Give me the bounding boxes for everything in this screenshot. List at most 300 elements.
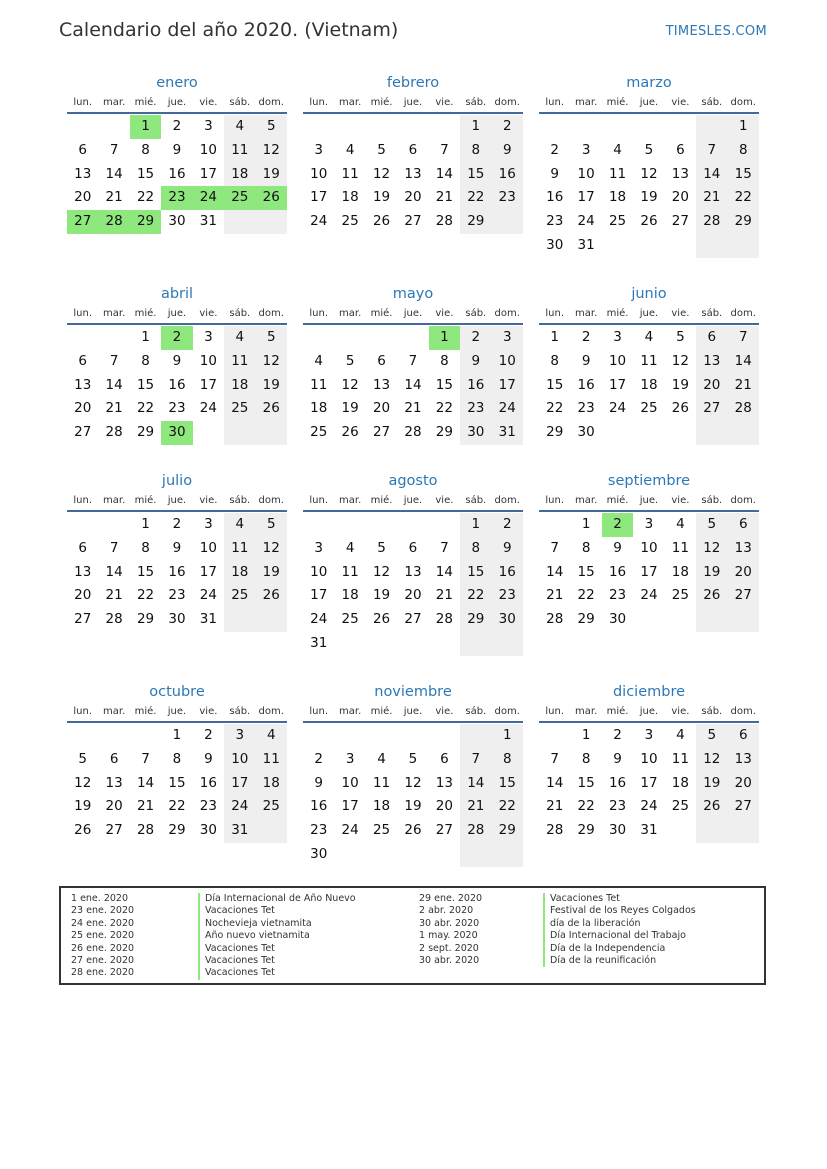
day-cell[interactable]: 14 [696, 163, 727, 187]
day-cell[interactable]: 13 [74, 563, 92, 580]
day-cell[interactable]: 29 [546, 424, 564, 441]
day-cell[interactable]: 30 [492, 608, 523, 632]
day-cell[interactable]: 17 [640, 774, 658, 791]
day-cell[interactable]: 13 [105, 774, 123, 791]
day-cell[interactable]: 29 [460, 210, 491, 234]
day-cell[interactable]: 28 [105, 424, 123, 441]
day-cell[interactable]: 30 [546, 236, 564, 253]
day-cell[interactable]: 11 [224, 139, 255, 163]
day-cell[interactable]: 7 [440, 539, 449, 556]
day-cell[interactable]: 22 [168, 798, 186, 815]
day-cell[interactable]: 14 [460, 772, 491, 796]
day-cell[interactable]: 14 [435, 165, 453, 182]
day-cell[interactable]: 25 [341, 213, 359, 230]
day-cell[interactable]: 11 [372, 774, 391, 791]
day-cell[interactable]: 27 [435, 822, 453, 839]
day-cell[interactable]: 28 [696, 210, 727, 234]
day-cell[interactable]: 26 [256, 584, 287, 608]
day-cell[interactable]: 30 [460, 421, 491, 445]
day-cell[interactable]: 19 [372, 189, 391, 206]
day-cell[interactable]: 6 [408, 539, 418, 556]
day-cell[interactable]: 25 [341, 611, 359, 628]
day-cell[interactable]: 22 [136, 189, 155, 206]
day-cell[interactable]: 1 [141, 329, 150, 345]
day-cell[interactable]: 29 [168, 822, 186, 839]
day-cell[interactable]: 10 [577, 165, 595, 182]
day-cell[interactable]: 16 [168, 165, 186, 182]
day-cell[interactable]: 21 [105, 189, 123, 206]
day-cell[interactable]: 2 [581, 329, 591, 345]
day-cell[interactable]: 8 [172, 750, 182, 767]
holiday-day[interactable]: 29 [130, 210, 161, 234]
day-cell[interactable]: 28 [546, 822, 564, 839]
day-cell[interactable]: 1 [460, 115, 491, 139]
day-cell[interactable]: 10 [199, 539, 217, 556]
holiday-day[interactable]: 25 [224, 186, 255, 210]
day-cell[interactable]: 23 [492, 584, 523, 608]
day-cell[interactable]: 29 [435, 424, 453, 441]
day-cell[interactable]: 8 [141, 352, 150, 369]
day-cell[interactable]: 27 [671, 213, 689, 230]
day-cell[interactable]: 27 [696, 397, 727, 421]
day-cell[interactable]: 19 [74, 798, 92, 815]
day-cell[interactable]: 23 [168, 587, 186, 604]
day-cell[interactable]: 4 [314, 352, 323, 369]
day-cell[interactable]: 9 [492, 537, 523, 561]
day-cell[interactable]: 29 [492, 819, 523, 843]
day-cell[interactable]: 19 [696, 772, 727, 796]
day-cell[interactable]: 18 [310, 400, 328, 417]
day-cell[interactable]: 10 [640, 750, 658, 767]
day-cell[interactable]: 7 [408, 352, 418, 369]
holiday-day[interactable]: 30 [161, 421, 192, 445]
day-cell[interactable]: 9 [314, 774, 323, 791]
day-cell[interactable]: 24 [310, 611, 328, 628]
day-cell[interactable]: 23 [608, 587, 627, 604]
day-cell[interactable]: 16 [492, 561, 523, 585]
day-cell[interactable]: 22 [460, 584, 491, 608]
day-cell[interactable]: 5 [377, 141, 386, 158]
day-cell[interactable]: 7 [440, 141, 449, 158]
day-cell[interactable]: 28 [546, 611, 564, 628]
day-cell[interactable]: 9 [613, 539, 622, 556]
day-cell[interactable]: 1 [172, 727, 182, 743]
day-cell[interactable]: 3 [204, 329, 213, 345]
day-cell[interactable]: 19 [404, 798, 422, 815]
day-cell[interactable]: 11 [224, 350, 255, 374]
day-cell[interactable]: 23 [546, 213, 564, 230]
day-cell[interactable]: 27 [404, 611, 422, 628]
day-cell[interactable]: 26 [696, 795, 727, 819]
day-cell[interactable]: 23 [199, 798, 217, 815]
day-cell[interactable]: 19 [671, 376, 689, 393]
day-cell[interactable]: 8 [460, 139, 491, 163]
day-cell[interactable]: 31 [492, 421, 523, 445]
day-cell[interactable]: 26 [696, 584, 727, 608]
day-cell[interactable]: 25 [256, 795, 287, 819]
day-cell[interactable]: 13 [74, 376, 92, 393]
day-cell[interactable]: 31 [199, 611, 217, 628]
day-cell[interactable]: 18 [372, 798, 391, 815]
day-cell[interactable]: 15 [168, 774, 186, 791]
day-cell[interactable]: 16 [199, 774, 217, 791]
day-cell[interactable]: 22 [435, 400, 453, 417]
day-cell[interactable]: 6 [78, 539, 87, 556]
day-cell[interactable]: 18 [640, 376, 658, 393]
day-cell[interactable]: 21 [728, 374, 759, 398]
day-cell[interactable]: 18 [224, 561, 255, 585]
day-cell[interactable]: 5 [78, 750, 87, 767]
day-cell[interactable]: 20 [372, 400, 391, 417]
day-cell[interactable]: 29 [460, 608, 491, 632]
day-cell[interactable]: 25 [640, 400, 658, 417]
day-cell[interactable]: 1 [141, 516, 150, 532]
day-cell[interactable]: 27 [404, 213, 422, 230]
day-cell[interactable]: 10 [492, 350, 523, 374]
day-cell[interactable]: 11 [256, 748, 287, 772]
day-cell[interactable]: 12 [256, 537, 287, 561]
day-cell[interactable]: 14 [728, 350, 759, 374]
day-cell[interactable]: 12 [696, 537, 727, 561]
day-cell[interactable]: 20 [74, 587, 92, 604]
day-cell[interactable]: 31 [640, 822, 658, 839]
day-cell[interactable]: 31 [224, 819, 255, 843]
day-cell[interactable]: 1 [581, 516, 591, 532]
day-cell[interactable]: 13 [696, 350, 727, 374]
day-cell[interactable]: 20 [404, 587, 422, 604]
day-cell[interactable]: 12 [640, 165, 658, 182]
day-cell[interactable]: 4 [613, 141, 622, 158]
day-cell[interactable]: 29 [728, 210, 759, 234]
day-cell[interactable]: 15 [460, 561, 491, 585]
day-cell[interactable]: 29 [577, 822, 595, 839]
day-cell[interactable]: 12 [256, 350, 287, 374]
day-cell[interactable]: 20 [435, 798, 453, 815]
day-cell[interactable]: 14 [105, 376, 123, 393]
day-cell[interactable]: 22 [577, 798, 595, 815]
day-cell[interactable]: 20 [696, 374, 727, 398]
day-cell[interactable]: 14 [435, 563, 453, 580]
day-cell[interactable]: 25 [372, 822, 391, 839]
day-cell[interactable]: 11 [608, 165, 627, 182]
day-cell[interactable]: 21 [460, 795, 491, 819]
day-cell[interactable]: 22 [492, 795, 523, 819]
day-cell[interactable]: 6 [78, 141, 87, 158]
day-cell[interactable]: 12 [671, 352, 689, 369]
day-cell[interactable]: 30 [577, 424, 595, 441]
day-cell[interactable]: 23 [608, 798, 627, 815]
day-cell[interactable]: 13 [404, 165, 422, 182]
day-cell[interactable]: 13 [74, 165, 92, 182]
day-cell[interactable]: 29 [577, 611, 595, 628]
day-cell[interactable]: 26 [671, 400, 689, 417]
day-cell[interactable]: 18 [224, 374, 255, 398]
day-cell[interactable]: 10 [608, 352, 627, 369]
day-cell[interactable]: 1 [728, 115, 759, 139]
day-cell[interactable]: 22 [546, 400, 564, 417]
day-cell[interactable]: 19 [341, 400, 359, 417]
day-cell[interactable]: 21 [435, 587, 453, 604]
day-cell[interactable]: 6 [109, 750, 119, 767]
day-cell[interactable]: 14 [546, 774, 564, 791]
day-cell[interactable]: 8 [460, 537, 491, 561]
day-cell[interactable]: 24 [492, 397, 523, 421]
day-cell[interactable]: 5 [256, 326, 287, 350]
day-cell[interactable]: 5 [644, 141, 654, 158]
day-cell[interactable]: 20 [74, 400, 92, 417]
day-cell[interactable]: 26 [256, 397, 287, 421]
day-cell[interactable]: 12 [404, 774, 422, 791]
day-cell[interactable]: 15 [492, 772, 523, 796]
day-cell[interactable]: 6 [696, 326, 727, 350]
day-cell[interactable]: 10 [310, 563, 328, 580]
day-cell[interactable]: 2 [172, 516, 182, 532]
day-cell[interactable]: 13 [728, 748, 759, 772]
day-cell[interactable]: 17 [199, 376, 217, 393]
day-cell[interactable]: 1 [492, 724, 523, 748]
day-cell[interactable]: 2 [314, 750, 323, 767]
day-cell[interactable]: 1 [550, 329, 559, 345]
day-cell[interactable]: 27 [728, 584, 759, 608]
day-cell[interactable]: 5 [256, 513, 287, 537]
day-cell[interactable]: 5 [377, 539, 386, 556]
day-cell[interactable]: 8 [581, 539, 591, 556]
holiday-day[interactable]: 1 [429, 326, 460, 350]
day-cell[interactable]: 30 [608, 611, 627, 628]
day-cell[interactable]: 14 [546, 563, 564, 580]
day-cell[interactable]: 3 [644, 727, 654, 743]
day-cell[interactable]: 30 [168, 611, 186, 628]
day-cell[interactable]: 24 [341, 822, 359, 839]
day-cell[interactable]: 16 [460, 374, 491, 398]
day-cell[interactable]: 22 [728, 186, 759, 210]
day-cell[interactable]: 18 [341, 587, 359, 604]
day-cell[interactable]: 23 [492, 186, 523, 210]
day-cell[interactable]: 4 [224, 115, 255, 139]
day-cell[interactable]: 7 [550, 750, 559, 767]
day-cell[interactable]: 8 [492, 748, 523, 772]
day-cell[interactable]: 15 [435, 376, 453, 393]
day-cell[interactable]: 20 [105, 798, 123, 815]
day-cell[interactable]: 15 [546, 376, 564, 393]
day-cell[interactable]: 16 [546, 189, 564, 206]
day-cell[interactable]: 19 [256, 163, 287, 187]
day-cell[interactable]: 20 [404, 189, 422, 206]
day-cell[interactable]: 16 [310, 798, 328, 815]
day-cell[interactable]: 8 [550, 352, 559, 369]
day-cell[interactable]: 28 [728, 397, 759, 421]
day-cell[interactable]: 17 [577, 189, 595, 206]
day-cell[interactable]: 30 [608, 822, 627, 839]
day-cell[interactable]: 15 [136, 563, 155, 580]
day-cell[interactable]: 13 [435, 774, 453, 791]
day-cell[interactable]: 8 [581, 750, 591, 767]
day-cell[interactable]: 18 [608, 189, 627, 206]
day-cell[interactable]: 7 [728, 326, 759, 350]
day-cell[interactable]: 30 [168, 213, 186, 230]
day-cell[interactable]: 15 [577, 563, 595, 580]
day-cell[interactable]: 27 [105, 822, 123, 839]
day-cell[interactable]: 6 [408, 141, 418, 158]
day-cell[interactable]: 31 [310, 634, 328, 651]
day-cell[interactable]: 24 [640, 798, 658, 815]
day-cell[interactable]: 23 [577, 400, 595, 417]
holiday-day[interactable]: 24 [193, 186, 224, 210]
day-cell[interactable]: 24 [224, 795, 255, 819]
day-cell[interactable]: 5 [696, 513, 727, 537]
day-cell[interactable]: 18 [341, 189, 359, 206]
day-cell[interactable]: 12 [372, 563, 391, 580]
day-cell[interactable]: 4 [644, 329, 654, 345]
day-cell[interactable]: 13 [404, 563, 422, 580]
day-cell[interactable]: 18 [671, 774, 689, 791]
day-cell[interactable]: 2 [172, 118, 182, 134]
day-cell[interactable]: 28 [105, 611, 123, 628]
day-cell[interactable]: 21 [435, 189, 453, 206]
day-cell[interactable]: 2 [204, 727, 213, 743]
day-cell[interactable]: 17 [310, 189, 328, 206]
day-cell[interactable]: 18 [671, 563, 689, 580]
day-cell[interactable]: 9 [550, 165, 559, 182]
holiday-day[interactable]: 28 [98, 210, 129, 234]
day-cell[interactable]: 30 [310, 845, 328, 862]
day-cell[interactable]: 9 [492, 139, 523, 163]
day-cell[interactable]: 27 [372, 424, 391, 441]
day-cell[interactable]: 26 [341, 424, 359, 441]
holiday-day[interactable]: 1 [130, 115, 161, 139]
day-cell[interactable]: 27 [74, 424, 92, 441]
day-cell[interactable]: 8 [440, 352, 449, 369]
day-cell[interactable]: 6 [728, 724, 759, 748]
day-cell[interactable]: 14 [136, 774, 155, 791]
day-cell[interactable]: 5 [345, 352, 355, 369]
day-cell[interactable]: 6 [377, 352, 386, 369]
day-cell[interactable]: 8 [141, 539, 150, 556]
day-cell[interactable]: 22 [577, 587, 595, 604]
day-cell[interactable]: 11 [341, 563, 359, 580]
day-cell[interactable]: 26 [640, 213, 658, 230]
holiday-day[interactable]: 2 [161, 326, 192, 350]
day-cell[interactable]: 28 [435, 213, 453, 230]
day-cell[interactable]: 16 [577, 376, 595, 393]
day-cell[interactable]: 14 [105, 165, 123, 182]
day-cell[interactable]: 21 [105, 587, 123, 604]
day-cell[interactable]: 10 [640, 539, 658, 556]
day-cell[interactable]: 2 [460, 326, 491, 350]
day-cell[interactable]: 7 [696, 139, 727, 163]
day-cell[interactable]: 20 [728, 561, 759, 585]
day-cell[interactable]: 17 [199, 165, 217, 182]
day-cell[interactable]: 2 [613, 727, 622, 743]
day-cell[interactable]: 28 [404, 424, 422, 441]
day-cell[interactable]: 24 [608, 400, 627, 417]
day-cell[interactable]: 16 [168, 563, 186, 580]
day-cell[interactable]: 26 [372, 611, 391, 628]
day-cell[interactable]: 24 [577, 213, 595, 230]
day-cell[interactable]: 11 [640, 352, 658, 369]
day-cell[interactable]: 23 [168, 400, 186, 417]
day-cell[interactable]: 7 [109, 141, 119, 158]
day-cell[interactable]: 1 [581, 727, 591, 743]
day-cell[interactable]: 5 [676, 329, 685, 345]
day-cell[interactable]: 4 [676, 516, 685, 532]
day-cell[interactable]: 17 [640, 563, 658, 580]
day-cell[interactable]: 10 [310, 165, 328, 182]
day-cell[interactable]: 4 [345, 141, 355, 158]
day-cell[interactable]: 21 [404, 400, 422, 417]
day-cell[interactable]: 19 [640, 189, 658, 206]
day-cell[interactable]: 19 [696, 561, 727, 585]
day-cell[interactable]: 4 [377, 750, 386, 767]
day-cell[interactable]: 17 [341, 798, 359, 815]
day-cell[interactable]: 25 [224, 584, 255, 608]
day-cell[interactable]: 7 [109, 352, 119, 369]
day-cell[interactable]: 10 [199, 352, 217, 369]
day-cell[interactable]: 21 [546, 587, 564, 604]
day-cell[interactable]: 3 [613, 329, 622, 345]
day-cell[interactable]: 26 [404, 822, 422, 839]
day-cell[interactable]: 31 [577, 236, 595, 253]
day-cell[interactable]: 9 [581, 352, 591, 369]
day-cell[interactable]: 17 [199, 563, 217, 580]
day-cell[interactable]: 15 [136, 165, 155, 182]
day-cell[interactable]: 25 [671, 798, 689, 815]
holiday-day[interactable]: 2 [602, 513, 633, 537]
day-cell[interactable]: 3 [644, 516, 654, 532]
day-cell[interactable]: 29 [136, 611, 155, 628]
day-cell[interactable]: 9 [172, 352, 182, 369]
day-cell[interactable]: 21 [105, 400, 123, 417]
day-cell[interactable]: 3 [224, 724, 255, 748]
day-cell[interactable]: 17 [492, 374, 523, 398]
day-cell[interactable]: 15 [728, 163, 759, 187]
day-cell[interactable]: 30 [199, 822, 217, 839]
day-cell[interactable]: 12 [696, 748, 727, 772]
holiday-day[interactable]: 27 [67, 210, 98, 234]
day-cell[interactable]: 10 [224, 748, 255, 772]
day-cell[interactable]: 22 [136, 587, 155, 604]
day-cell[interactable]: 4 [224, 513, 255, 537]
day-cell[interactable]: 25 [608, 213, 627, 230]
day-cell[interactable]: 20 [74, 189, 92, 206]
day-cell[interactable]: 29 [136, 424, 155, 441]
day-cell[interactable]: 3 [492, 326, 523, 350]
day-cell[interactable]: 21 [696, 186, 727, 210]
day-cell[interactable]: 26 [372, 213, 391, 230]
day-cell[interactable]: 19 [256, 561, 287, 585]
day-cell[interactable]: 28 [435, 611, 453, 628]
day-cell[interactable]: 11 [671, 750, 689, 767]
day-cell[interactable]: 3 [581, 141, 591, 158]
day-cell[interactable]: 12 [74, 774, 92, 791]
day-cell[interactable]: 3 [314, 539, 323, 556]
day-cell[interactable]: 25 [310, 424, 328, 441]
day-cell[interactable]: 24 [310, 213, 328, 230]
brand-link[interactable]: TIMESLES.COM [665, 24, 767, 39]
day-cell[interactable]: 31 [199, 213, 217, 230]
day-cell[interactable]: 24 [199, 400, 217, 417]
day-cell[interactable]: 25 [224, 397, 255, 421]
day-cell[interactable]: 11 [671, 539, 689, 556]
day-cell[interactable]: 4 [345, 539, 355, 556]
day-cell[interactable]: 17 [224, 772, 255, 796]
day-cell[interactable]: 13 [728, 537, 759, 561]
day-cell[interactable]: 26 [74, 822, 92, 839]
day-cell[interactable]: 9 [613, 750, 622, 767]
day-cell[interactable]: 14 [105, 563, 123, 580]
day-cell[interactable]: 23 [460, 397, 491, 421]
day-cell[interactable]: 7 [109, 539, 119, 556]
